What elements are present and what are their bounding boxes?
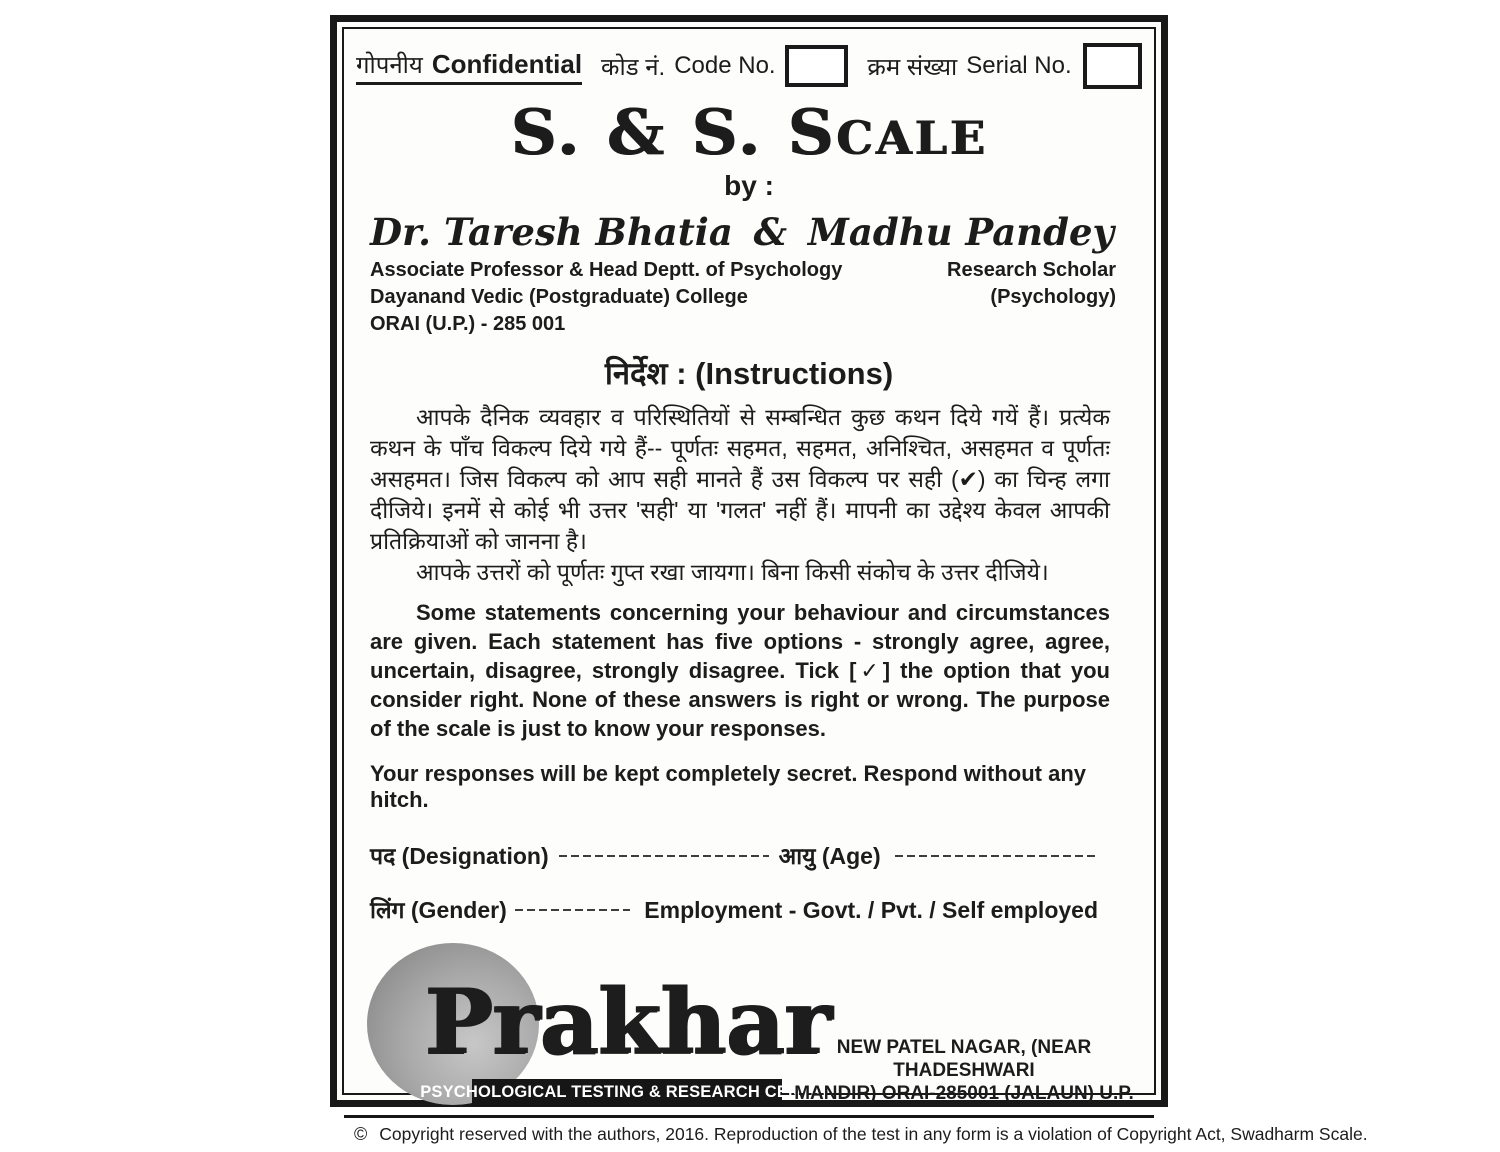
by-label: by : (724, 170, 774, 201)
employment-options-label: Employment - Govt. / Pvt. / Self employed (644, 896, 1098, 923)
author-1-name: Dr. Taresh Bhatia (370, 210, 733, 254)
code-no-box[interactable] (785, 45, 849, 87)
author-1-credential-line: Associate Professor & Head Deptt. of Psychology (370, 258, 843, 281)
author-1-credentials (370, 257, 842, 338)
hindi-instructions-para-2: आपके उत्तरों को पूर्णतः गुप्त रखा जायगा। बिना किसी संकोच के उत्तर दीजिये। (416, 558, 1049, 585)
publisher-address (778, 1036, 1150, 1105)
confidential-label (356, 48, 582, 85)
ampersand: & (753, 210, 788, 254)
credentials-row (344, 257, 1154, 338)
serial-no-label-english: Serial No. (966, 52, 1072, 79)
page-title-tail: CALE (835, 111, 988, 165)
designation-fill-line[interactable] (559, 855, 769, 857)
page-title (344, 95, 1154, 169)
copyright-symbol: © (354, 1123, 368, 1144)
gender-employment-row (344, 893, 1154, 925)
gender-fill-line[interactable] (515, 909, 631, 911)
scanned-form-page (330, 15, 1368, 1144)
hindi-instructions-para-1: आपके दैनिक व्यवहार व परिस्थितियों से सम्बन्धित कुछ कथन दिये गयें हैं। प्रत्येक कथन के पाँच विकल्प दिये गये हैं-- पूर्णतः सहमत, सहमत, अनिश्चित, असहमत व पूर्णतः असहमत। जिस विकल्प को आप सही मानते हैं उस विकल्प पर सही (✔) का चिन्ह लगा दीजिये। इनमें से कोई भी उत्तर 'सही' या 'गलत' नहीं हैं। मापनी का उद्देश्य केवल आपकी प्रतिक्रियाओं को जानना है। (370, 403, 1110, 554)
prakhar-logo-wordmark: Prakhar (424, 968, 831, 1075)
author-2-name: Madhu Pandey (807, 210, 1114, 254)
address-line-1: NEW PATEL NAGAR, (NEAR THADESHWARI (836, 1036, 1092, 1081)
secrecy-note: Your responses will be kept completely secret. Respond without any hitch. (370, 760, 1086, 812)
logo-tagline: PSYCHOLOGICAL TESTING & RESEARCH CENTRE (420, 1082, 834, 1101)
copyright-strip (344, 1115, 1368, 1152)
confidential-label-hindi: गोपनीय (356, 51, 423, 79)
age-fill-line[interactable] (895, 855, 1098, 857)
publisher-footer (344, 937, 1154, 1115)
author-1-credential-line: ORAI (U.P.) - 285 001 (370, 312, 566, 335)
code-no-label-english: Code No. (674, 52, 776, 79)
author-2-credential-line: Research Scholar (947, 258, 1116, 281)
authors-row (344, 212, 1154, 253)
logo-tagline-bar (420, 1079, 834, 1106)
designation-age-row (344, 839, 1154, 871)
english-instructions-para: Some statements concerning your behaviour and circumstances are given. Each statement has five options - strongly agree, agree, uncertain, disagree, strongly disagree. Tick [✓] the option that you consider right. None of these answers is right or wrong. The purpose of the scale is just to know your responses. (370, 599, 1110, 741)
designation-label: पद (Designation) (370, 842, 549, 869)
confidential-label-english: Confidential (431, 48, 583, 79)
address-line-2: MANDIR) ORAI-285001 (JALAUN) U.P. (794, 1082, 1134, 1104)
code-no-label-hindi: कोड नं. (601, 53, 666, 81)
gender-label: लिंग (Gender) (370, 896, 507, 923)
author-2-credentials (947, 257, 1116, 338)
instructions-heading: निर्देश : (Instructions) (604, 355, 894, 391)
author-2-credential-line: (Psychology) (990, 285, 1116, 308)
author-1-credential-line: Dayanand Vedic (Postgraduate) College (370, 285, 748, 308)
copyright-note: Copyright reserved with the authors, 2016. Reproduction of the test in any form is a violation of Copyright Act, Swadharm Scale. (379, 1123, 1368, 1144)
serial-no-box[interactable] (1083, 43, 1142, 89)
age-label: आयु (Age) (778, 842, 881, 869)
page-title-lead: S. & S. S (510, 95, 836, 169)
serial-no-label-hindi: क्रम संख्या (867, 53, 958, 81)
header-row (344, 29, 1154, 89)
document-frame (342, 27, 1368, 1144)
